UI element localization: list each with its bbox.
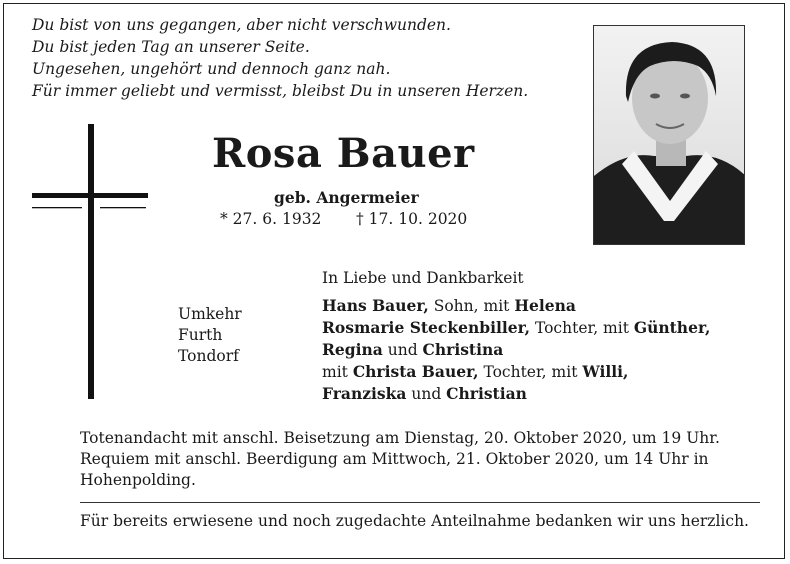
thanks-line: Für bereits erwiesene und noch zugedachte Anteilnahme bedanken wir uns herzlich. (80, 512, 749, 530)
service-line: Requiem mit anschl. Beerdigung am Mittwoch, 21. Oktober 2020, um 14 Uhr in (80, 450, 709, 468)
portrait-image (594, 26, 745, 245)
mourner-name: Helena (514, 296, 576, 315)
service-info (80, 428, 760, 491)
mourner-line (322, 361, 710, 383)
mourner-name: Franziska (322, 384, 407, 403)
place-name: Tondorf (178, 347, 239, 365)
service-line: Totenandacht mit anschl. Beisetzung am Dienstag, 20. Oktober 2020, um 19 Uhr. (80, 429, 720, 447)
mourner-line (322, 383, 710, 405)
mourner-name: Hans Bauer, (322, 296, 429, 315)
cross-icon (30, 124, 150, 399)
deceased-name: Rosa Bauer (212, 130, 475, 177)
mourner-text: und (406, 385, 447, 403)
mourner-line (322, 339, 710, 361)
mourners-block (322, 268, 710, 405)
mourner-text: Tochter, mit (530, 319, 634, 337)
mourner-name: Christa Bauer, (352, 362, 479, 381)
mourner-line (322, 295, 710, 317)
mourner-name: Günther, (633, 318, 711, 337)
mourner-name: Rosmarie Steckenbiller, (322, 318, 531, 337)
mourner-name: Christian (446, 384, 527, 403)
mourner-name: Willi, (582, 362, 629, 381)
poem-line: Für immer geliebt und vermisst, bleibst Du in unseren Herzen. (32, 82, 529, 100)
mourner-text: Tochter, mit (478, 363, 583, 381)
places-list (178, 304, 242, 367)
divider (80, 502, 760, 503)
place-name: Umkehr (178, 305, 242, 323)
mourner-name: Regina (322, 340, 383, 359)
poem-line: Du bist jeden Tag an unserer Seite. (32, 38, 310, 56)
portrait-photo (593, 25, 745, 245)
maiden-name: geb. Angermeier (274, 188, 419, 207)
poem-line: Du bist von uns gegangen, aber nicht verschwunden. (32, 16, 451, 34)
mourner-lines (322, 295, 710, 405)
mourner-text: Sohn, mit (428, 297, 515, 315)
service-line: Hohenpolding. (80, 471, 196, 489)
mourners-intro: In Liebe und Dankbarkeit (322, 269, 524, 287)
poem-line: Ungesehen, ungehört und dennoch ganz nah. (32, 60, 391, 78)
poem (32, 14, 528, 102)
mourner-name: Christina (422, 340, 504, 359)
place-name: Furth (178, 326, 223, 344)
birth-date: * 27. 6. 1932 (220, 210, 322, 228)
mourner-text: und (382, 341, 423, 359)
mourner-line (322, 317, 710, 339)
death-date: † 17. 10. 2020 (356, 210, 468, 228)
mourner-text: mit (322, 363, 353, 381)
